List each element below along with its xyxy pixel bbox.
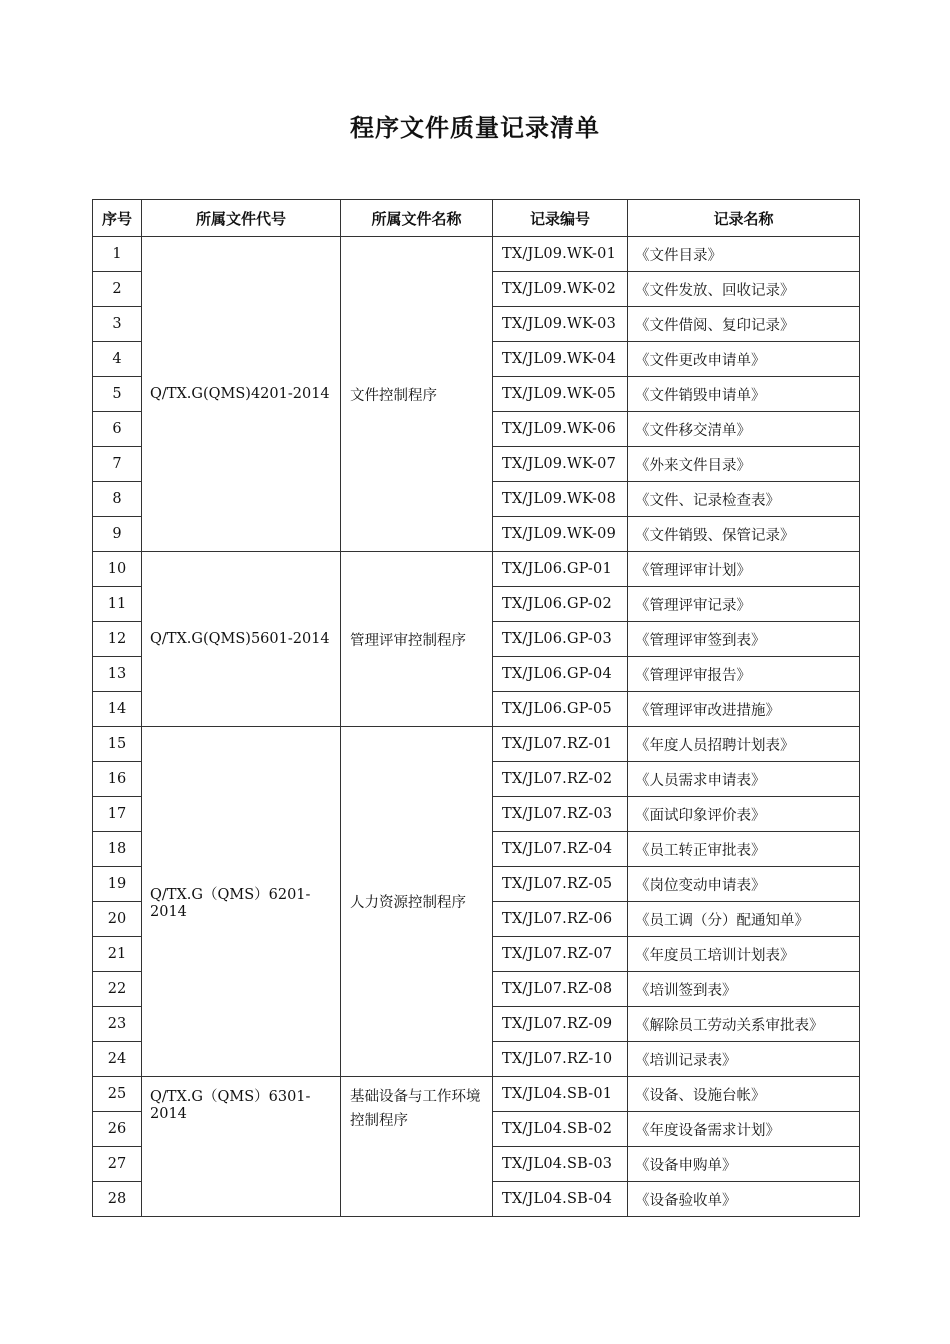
record-name: 《培训签到表》	[628, 972, 860, 1007]
record-number: TX/JL06.GP-01	[493, 552, 628, 587]
row-seq: 14	[93, 692, 142, 727]
group-file-name	[341, 552, 493, 727]
row-seq: 21	[93, 937, 142, 972]
row-seq: 18	[93, 832, 142, 867]
record-name: 《员工调（分）配通知单》	[628, 902, 860, 937]
record-number: TX/JL06.GP-05	[493, 692, 628, 727]
record-name: 《管理评审改进措施》	[628, 692, 860, 727]
row-seq: 20	[93, 902, 142, 937]
record-number: TX/JL07.RZ-10	[493, 1042, 628, 1077]
record-name: 《培训记录表》	[628, 1042, 860, 1077]
record-number: TX/JL07.RZ-05	[493, 867, 628, 902]
file-code-text: Q/TX.G(QMS)5601-2014	[150, 631, 330, 647]
record-number: TX/JL07.RZ-03	[493, 797, 628, 832]
row-seq: 26	[93, 1112, 142, 1147]
row-seq: 2	[93, 272, 142, 307]
record-number: TX/JL09.WK-02	[493, 272, 628, 307]
record-name: 《管理评审签到表》	[628, 622, 860, 657]
row-seq: 24	[93, 1042, 142, 1077]
record-number: TX/JL06.GP-02	[493, 587, 628, 622]
record-number: TX/JL09.WK-07	[493, 447, 628, 482]
record-number: TX/JL07.RZ-08	[493, 972, 628, 1007]
row-seq: 9	[93, 517, 142, 552]
record-number: TX/JL07.RZ-01	[493, 727, 628, 762]
row-seq: 19	[93, 867, 142, 902]
row-seq: 13	[93, 657, 142, 692]
group-file-name	[341, 727, 493, 1077]
record-number: TX/JL09.WK-04	[493, 342, 628, 377]
record-name: 《面试印象评价表》	[628, 797, 860, 832]
record-name: 《文件移交清单》	[628, 412, 860, 447]
record-number: TX/JL07.RZ-06	[493, 902, 628, 937]
record-number: TX/JL04.SB-01	[493, 1077, 628, 1112]
records-body	[93, 237, 860, 1217]
record-name: 《设备验收单》	[628, 1182, 860, 1217]
record-number: TX/JL06.GP-04	[493, 657, 628, 692]
file-name-text: 文件控制程序	[350, 387, 437, 404]
row-seq: 15	[93, 727, 142, 762]
record-name: 《文件发放、回收记录》	[628, 272, 860, 307]
row-seq: 25	[93, 1077, 142, 1112]
group-file-name	[341, 1077, 493, 1217]
row-seq: 1	[93, 237, 142, 272]
table-row	[93, 1077, 860, 1112]
table-row	[93, 727, 860, 762]
record-name: 《人员需求申请表》	[628, 762, 860, 797]
record-name: 《设备申购单》	[628, 1147, 860, 1182]
row-seq: 22	[93, 972, 142, 1007]
group-file-code	[142, 1077, 341, 1217]
file-name-text: 管理评审控制程序	[350, 632, 466, 649]
record-name: 《管理评审记录》	[628, 587, 860, 622]
row-seq: 11	[93, 587, 142, 622]
group-file-code	[142, 237, 341, 552]
record-name: 《管理评审报告》	[628, 657, 860, 692]
record-number: TX/JL04.SB-03	[493, 1147, 628, 1182]
table-row	[93, 552, 860, 587]
record-name: 《设备、设施台帐》	[628, 1077, 860, 1112]
record-number: TX/JL09.WK-08	[493, 482, 628, 517]
file-code-text: Q/TX.G(QMS)4201-2014	[150, 386, 330, 402]
group-file-code	[142, 552, 341, 727]
row-seq: 4	[93, 342, 142, 377]
file-code-text: Q/TX.G（QMS）6301-2014	[150, 1089, 311, 1122]
row-seq: 12	[93, 622, 142, 657]
file-name-text: 人力资源控制程序	[350, 895, 466, 911]
record-number: TX/JL09.WK-09	[493, 517, 628, 552]
group-file-code	[142, 727, 341, 1077]
record-number: TX/JL07.RZ-07	[493, 937, 628, 972]
record-number: TX/JL04.SB-02	[493, 1112, 628, 1147]
record-number: TX/JL07.RZ-02	[493, 762, 628, 797]
row-seq: 23	[93, 1007, 142, 1042]
row-seq: 6	[93, 412, 142, 447]
record-number: TX/JL09.WK-01	[493, 237, 628, 272]
row-seq: 7	[93, 447, 142, 482]
record-name: 《文件借阅、复印记录》	[628, 307, 860, 342]
row-seq: 10	[93, 552, 142, 587]
page-title: 程序文件质量记录清单	[350, 114, 600, 142]
record-number: TX/JL07.RZ-09	[493, 1007, 628, 1042]
header-record-no: 记录编号	[493, 200, 628, 237]
row-seq: 3	[93, 307, 142, 342]
record-name: 《文件销毁申请单》	[628, 377, 860, 412]
record-name: 《外来文件目录》	[628, 447, 860, 482]
file-name-text: 基础设备与工作环境控制程序	[350, 1089, 481, 1129]
row-seq: 17	[93, 797, 142, 832]
record-name: 《文件、记录检查表》	[628, 482, 860, 517]
header-file-code: 所属文件代号	[142, 200, 341, 237]
record-name: 《解除员工劳动关系审批表》	[628, 1007, 860, 1042]
header-file-name: 所属文件名称	[341, 200, 493, 237]
record-number: TX/JL04.SB-04	[493, 1182, 628, 1217]
record-name: 《文件销毁、保管记录》	[628, 517, 860, 552]
row-seq: 5	[93, 377, 142, 412]
record-name: 《员工转正审批表》	[628, 832, 860, 867]
record-number: TX/JL06.GP-03	[493, 622, 628, 657]
record-name: 《岗位变动申请表》	[628, 867, 860, 902]
record-number: TX/JL09.WK-05	[493, 377, 628, 412]
record-name: 《管理评审计划》	[628, 552, 860, 587]
file-code-text: Q/TX.G（QMS）6201-2014	[150, 887, 311, 920]
header-record-name: 记录名称	[628, 200, 860, 237]
record-name: 《文件更改申请单》	[628, 342, 860, 377]
table-header-row	[93, 200, 860, 237]
group-file-name	[341, 237, 493, 552]
header-seq: 序号	[93, 200, 142, 237]
record-name: 《年度人员招聘计划表》	[628, 727, 860, 762]
row-seq: 8	[93, 482, 142, 517]
records-table	[92, 199, 860, 1217]
record-name: 《年度员工培训计划表》	[628, 937, 860, 972]
record-name: 《文件目录》	[628, 237, 860, 272]
row-seq: 28	[93, 1182, 142, 1217]
record-name: 《年度设备需求计划》	[628, 1112, 860, 1147]
record-number: TX/JL09.WK-06	[493, 412, 628, 447]
record-number: TX/JL07.RZ-04	[493, 832, 628, 867]
record-number: TX/JL09.WK-03	[493, 307, 628, 342]
table-row	[93, 237, 860, 272]
row-seq: 27	[93, 1147, 142, 1182]
row-seq: 16	[93, 762, 142, 797]
